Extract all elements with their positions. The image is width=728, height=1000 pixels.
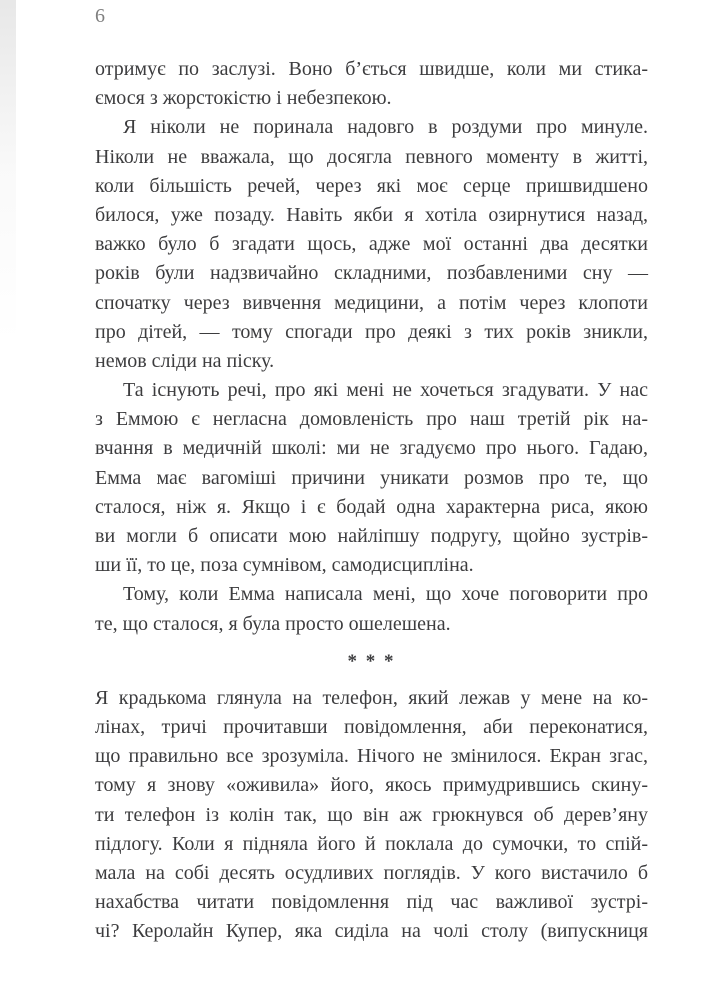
text-line: з Еммою є негласна домовленість про наш третій рік на- — [95, 408, 648, 431]
text-line: те, що сталося, я була просто ошелешена. — [95, 612, 451, 635]
text-line: ви могли б описати мою найліпшу подругу, щойно зустрів- — [95, 525, 648, 547]
text-line: ши її, то це, поза сумнівом, самодисципліна. — [95, 554, 474, 577]
paragraph — [95, 684, 648, 947]
paragraph — [95, 55, 648, 113]
text-line: вчання в медичній школі: ми не згадуємо про нього. Гадаю, — [95, 437, 648, 460]
text-line: про дітей, — тому спогади про деякі з тих років зникли, — [95, 320, 648, 343]
text-line: лінах, тричі прочитавши повідомлення, аби переконатися, — [95, 715, 648, 738]
text-line: нахабства читати повідомлення під час важливої зустрі- — [95, 891, 648, 914]
text-line: підлогу. Коли я підняла його й поклала до сумочки, то спій- — [95, 832, 648, 855]
text-line: років були надзвичайно складними, позбавленими сну — — [95, 262, 648, 285]
text-line: важко було б згадати щось, адже мої останні два десятки — [95, 233, 648, 256]
text-line: що правильно все зрозуміла. Нічого не змінилося. Екран згас, — [95, 745, 648, 768]
text-line: отримує по заслузі. Воно б’ється швидше, коли ми стика- — [95, 58, 648, 80]
text-line: Я ніколи не поринала надовго в роздуми про минуле. — [123, 116, 648, 139]
page-number: 6 — [95, 5, 105, 27]
text-line: мала на собі десять осудливих поглядів. У кого вистачило б — [95, 861, 648, 884]
text-column — [95, 55, 648, 946]
text-line: Емма має вагоміші причини уникати розмов про те, що — [95, 466, 648, 489]
text-line: тому я знову «оживила» його, якось примудрившись скину- — [95, 774, 648, 797]
paragraph — [95, 580, 648, 638]
paragraph — [95, 376, 648, 580]
text-line: немов сліди на піску. — [95, 349, 275, 372]
text-line: ти телефон із колін так, що він аж грюкнувся об дерев’яну — [95, 803, 648, 826]
page-edge-shadow — [0, 0, 16, 380]
text-line: билося, уже позаду. Навіть якби я хотіла озирнутися назад, — [95, 203, 648, 226]
text-line: Та існують речі, про які мені не хочеться згадувати. У нас — [123, 379, 648, 402]
section-separator: * * * — [347, 650, 396, 672]
text-line: коли більшість речей, через які моє серце пришвидшено — [95, 174, 648, 197]
text-line: сталося, ніж я. Якщо і є бодай одна характерна риса, якою — [95, 495, 648, 518]
text-line: спочатку через вивчення медицини, а потім через клопоти — [95, 291, 648, 314]
text-line: Ніколи не вважала, що досягла певного моменту в житті, — [95, 145, 648, 168]
text-line: Тому, коли Емма написала мені, що хоче поговорити про — [123, 583, 648, 606]
text-line: Я крадькома глянула на телефон, який лежав у мене на ко- — [95, 686, 648, 709]
text-line: чі? Керолайн Купер, яка сиділа на чолі столу (випускниця — [95, 920, 648, 943]
text-line: ємося з жорстокістю і небезпекою. — [95, 87, 392, 110]
paragraph — [95, 113, 648, 376]
